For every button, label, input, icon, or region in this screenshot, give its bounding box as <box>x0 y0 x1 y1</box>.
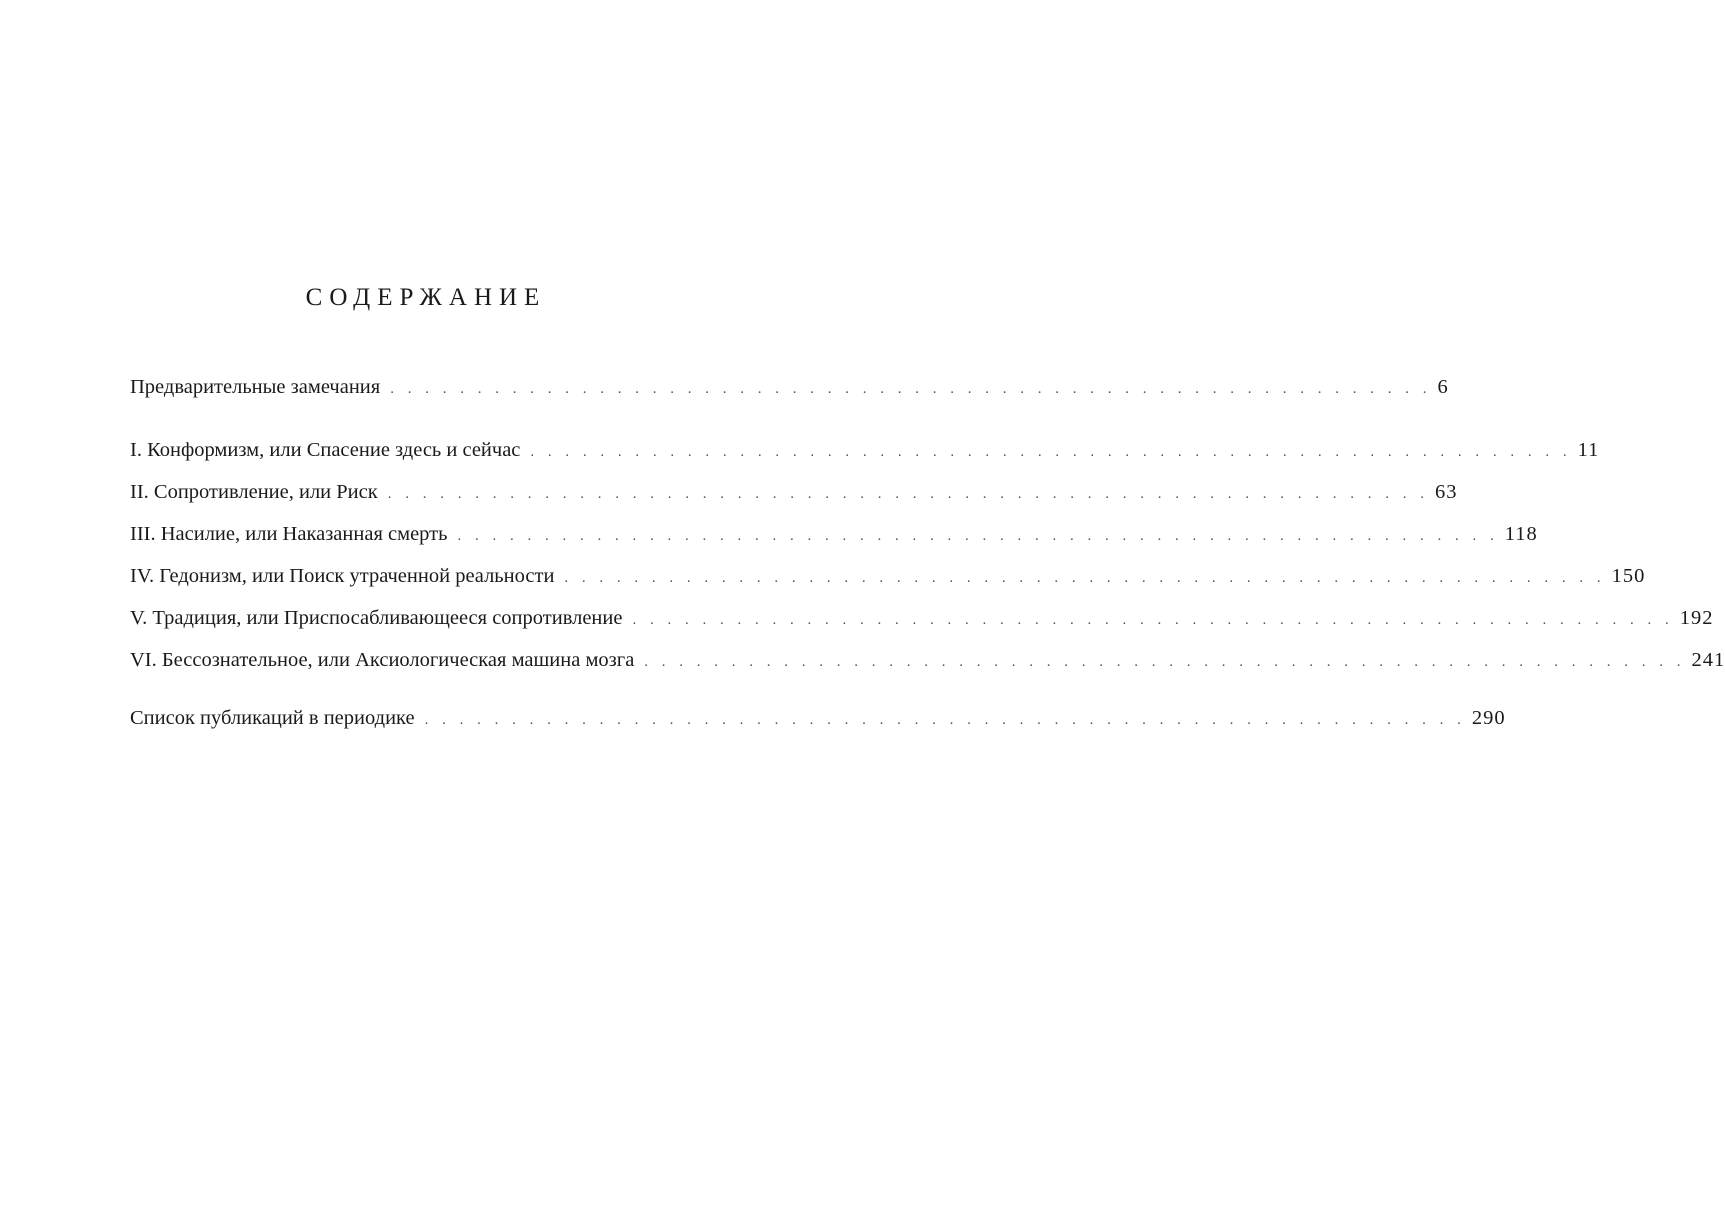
dot-leader: . . . . . . . . . . . . . . . . . . . . . . . . . . . . . . . . . . . . . . . . . . . . . . . . . . . . . . . . . . . . <box>387 486 1429 502</box>
toc-entry-page: 290 <box>1471 707 1506 729</box>
toc-entry-label: I. Конформизм, или Спасение здесь и сейчас <box>130 439 521 461</box>
toc-entry-page: 192 <box>1679 607 1714 629</box>
toc-entry-page: 11 <box>1577 439 1600 461</box>
toc-entry-label: IV. Гедонизм, или Поиск утраченной реальности <box>130 565 555 587</box>
toc-entry-chapter-2[interactable] <box>130 472 1458 514</box>
toc-entry-page: 241 <box>1691 649 1725 671</box>
toc-entry-label: Список публикаций в периодике <box>130 707 415 729</box>
dot-leader: . . . . . . . . . . . . . . . . . . . . . . . . . . . . . . . . . . . . . . . . . . . . . . . . . . . . . . . . . . . . <box>564 570 1606 586</box>
dot-leader: . . . . . . . . . . . . . . . . . . . . . . . . . . . . . . . . . . . . . . . . . . . . . . . . . . . . . . . . . . . . <box>632 612 1674 628</box>
toc-entry-label: II. Сопротивление, или Риск <box>130 481 378 503</box>
toc-front-matter <box>130 367 1449 409</box>
toc-entry-page: 118 <box>1504 523 1538 545</box>
page-title: СОДЕРЖАНИЕ <box>305 284 547 311</box>
toc-entry-label: III. Насилие, или Наказанная смерть <box>130 523 448 545</box>
toc-chapters <box>130 430 1725 682</box>
dot-leader: . . . . . . . . . . . . . . . . . . . . . . . . . . . . . . . . . . . . . . . . . . . . . . . . . . . . . . . . . . . . <box>424 712 1466 728</box>
toc-back-matter <box>130 698 1506 740</box>
toc-entry-chapter-6[interactable] <box>130 640 1725 682</box>
toc-entry-label: Предварительные замечания <box>130 376 381 398</box>
dot-leader: . . . . . . . . . . . . . . . . . . . . . . . . . . . . . . . . . . . . . . . . . . . . . . . . . . . . . . . . . . . . <box>390 381 1432 397</box>
toc-entry-page: 150 <box>1611 565 1646 587</box>
dot-leader: . . . . . . . . . . . . . . . . . . . . . . . . . . . . . . . . . . . . . . . . . . . . . . . . . . . . . . . . . . . . <box>457 528 1499 544</box>
toc-entry-label: VI. Бессознательное, или Аксиологическая машина мозга <box>130 649 635 671</box>
toc-entry-label: V. Традиция, или Приспосабливающееся сопротивление <box>130 607 623 629</box>
toc-entry-chapter-3[interactable] <box>130 514 1538 556</box>
toc-entry-chapter-1[interactable] <box>130 430 1600 472</box>
toc-entry-chapter-5[interactable] <box>130 598 1714 640</box>
toc-entry-preface[interactable] <box>130 367 1449 409</box>
toc-entry-page: 63 <box>1434 481 1458 503</box>
toc-entry-page: 6 <box>1437 376 1449 398</box>
toc-entry-publications[interactable] <box>130 698 1506 740</box>
dot-leader: . . . . . . . . . . . . . . . . . . . . . . . . . . . . . . . . . . . . . . . . . . . . . . . . . . . . . . . . . . . . <box>644 654 1686 670</box>
dot-leader: . . . . . . . . . . . . . . . . . . . . . . . . . . . . . . . . . . . . . . . . . . . . . . . . . . . . . . . . . . . . <box>530 444 1572 460</box>
toc-entry-chapter-4[interactable] <box>130 556 1646 598</box>
